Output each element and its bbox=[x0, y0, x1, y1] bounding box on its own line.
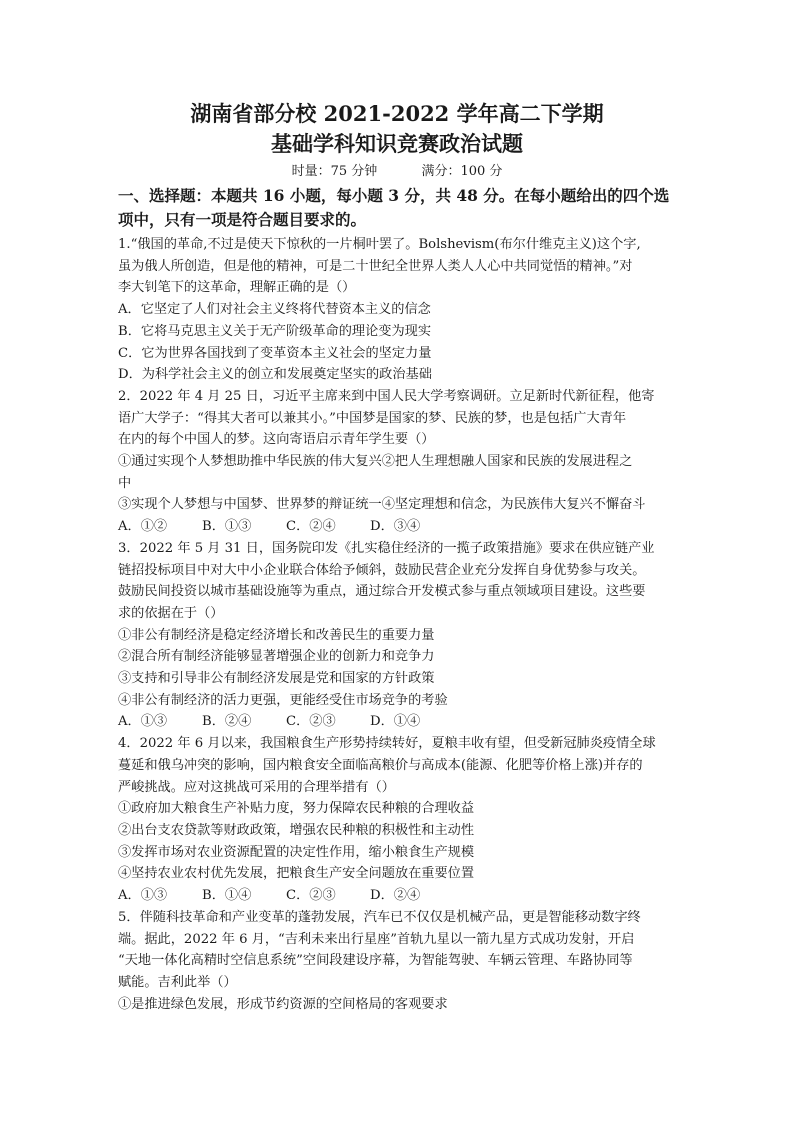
q3-stem-line4: 求的依据在于（） bbox=[118, 605, 224, 621]
q4-option-b: B．①④ bbox=[202, 888, 252, 904]
question-2 bbox=[118, 386, 690, 538]
q1-stem-line2: 虽为俄人所创造，但是他的精神，可是二十世纪全世界人类人人心中共同觉悟的精神。”对 bbox=[118, 258, 633, 274]
section-heading-line2: 项中，只有一项是符合题目要求的。 bbox=[118, 210, 367, 229]
q3-statement-1: ①非公有制经济是稳定经济增长和改善民生的重要力量 bbox=[118, 627, 435, 643]
q4-stem-line1: 4．2022 年 6 月以来，我国粮食生产形势持续转好，夏粮丰收有望，但受新冠肺炎疫情全球 bbox=[118, 736, 656, 752]
q3-stem-line2: 链招投标项目中对大中小企业联合体给予倾斜，鼓励民营企业充分发挥自身优势参与攻关。 bbox=[118, 562, 646, 578]
q3-statement-3: ③支持和引导非公有制经济发展是党和国家的方针政策 bbox=[118, 671, 435, 687]
q5-stem-line2: 端。据此，2022 年 6 月，“吉利未来出行星座”首轨九星以一箭九星方式成功发射，开启 bbox=[118, 931, 635, 947]
question-1 bbox=[118, 234, 690, 386]
time-limit: 时量：75 分钟 bbox=[291, 164, 378, 179]
q4-option-a: A．①③ bbox=[118, 888, 168, 904]
q1-stem-line1: 1.“俄国的革命,不过是使天下惊秋的一片桐叶罢了。Bolshevism(布尔什维克主义)这个字, bbox=[118, 237, 641, 252]
q5-statement-1: ①是推进绿色发展，形成节约资源的空间格局的客观要求 bbox=[118, 996, 448, 1012]
exam-title-line1: 湖南省部分校 2021-2022 学年高二下学期 bbox=[190, 101, 604, 126]
q2-stem-line3: 在内的每个中国人的梦。这向寄语启示青年学生要（） bbox=[118, 432, 435, 448]
q4-options bbox=[118, 885, 690, 907]
q3-stem-line1: 3．2022 年 5 月 31 日，国务院印发《扎实稳住经济的一揽子政策措施》要求在供应链产业 bbox=[118, 540, 655, 556]
q3-option-c: C．②③ bbox=[286, 714, 336, 730]
q1-option-c: C．它为世界各国找到了变革资本主义社会的坚定力量 bbox=[118, 345, 432, 361]
q1-option-d: D．为科学社会主义的创立和发展奠定坚实的政治基础 bbox=[118, 367, 432, 383]
q5-stem-line1: 5．伴随科技革命和产业变革的蓬勃发展，汽车已不仅仅是机械产品，更是智能移动数字终 bbox=[118, 909, 641, 925]
q2-statement-3-4: ③实现个人梦想与中国梦、世界梦的辩证统一④坚定理想和信念，为民族伟大复兴不懈奋斗 bbox=[118, 497, 646, 513]
q2-stem-line1: 2．2022 年 4 月 25 日，习近平主席来到中国人民大学考察调研。立足新时代新征程，他寄 bbox=[118, 388, 655, 404]
section-heading-line1: 一、选择题：本题共 16 小题，每小题 3 分，共 48 分。在每小题给出的四个选 bbox=[118, 186, 670, 205]
q4-statement-2: ②出台支农贷款等财政政策，增强农民种粮的积极性和主动性 bbox=[118, 822, 475, 838]
question-4 bbox=[118, 733, 690, 907]
q3-statement-2: ②混合所有制经济能够显著增强企业的创新力和竞争力 bbox=[118, 649, 435, 665]
q2-option-a: A．①② bbox=[118, 519, 168, 535]
q4-stem-line2: 蔓延和俄乌冲突的影响，国内粮食安全面临高粮价与高成本(能源、化肥等价格上涨)并存的 bbox=[118, 757, 643, 773]
exam-title-line2: 基础学科知识竞赛政治试题 bbox=[271, 131, 523, 156]
q5-stem-line3: “天地一体化高精时空信息系统”空间段建设序幕，为智能驾驶、车辆云管理、车路协同等 bbox=[118, 953, 633, 969]
q3-option-d: D．①④ bbox=[370, 714, 421, 730]
question-5 bbox=[118, 907, 690, 1016]
q4-statement-1: ①政府加大粮食生产补贴力度，努力保障农民种粮的合理收益 bbox=[118, 801, 475, 817]
q2-option-b: B．①③ bbox=[202, 519, 252, 535]
q4-statement-3: ③发挥市场对农业资源配置的决定性作用，缩小粮食生产规模 bbox=[118, 844, 475, 860]
q3-option-a: A．①③ bbox=[118, 714, 168, 730]
section-heading bbox=[118, 184, 690, 232]
question-3 bbox=[118, 538, 690, 733]
q1-option-a: A．它坚定了人们对社会主义终将代替资本主义的信念 bbox=[118, 302, 431, 318]
q3-statement-4: ④非公有制经济的活力更强，更能经受住市场竞争的考验 bbox=[118, 692, 448, 708]
q4-option-c: C．②③ bbox=[286, 888, 336, 904]
q4-statement-4: ④坚持农业农村优先发展，把粮食生产安全问题放在重要位置 bbox=[118, 866, 475, 882]
q4-stem-line3: 严峻挑战。应对这挑战可采用的合理举措有（） bbox=[118, 779, 395, 795]
q2-options bbox=[118, 516, 690, 538]
q2-option-c: C．②④ bbox=[286, 519, 336, 535]
exam-meta bbox=[0, 163, 794, 181]
full-score: 满分：100 分 bbox=[421, 164, 503, 179]
q3-options bbox=[118, 711, 690, 733]
q2-statement-1-2-cont: 中 bbox=[118, 475, 132, 491]
q2-option-d: D．③④ bbox=[370, 519, 421, 535]
q2-statement-1-2: ①通过实现个人梦想助推中华民族的伟大复兴②把人生理想融人国家和民族的发展进程之 bbox=[118, 454, 633, 470]
q5-stem-line4: 赋能。吉利此举（） bbox=[118, 974, 237, 990]
q1-option-b: B．它将马克思主义关于无产阶级革命的理论变为现实 bbox=[118, 323, 432, 339]
q2-stem-line2: 语广大学子：“得其大者可以兼其小。”中国梦是国家的梦、民族的梦，也是包括广大青年 bbox=[118, 410, 627, 426]
q3-option-b: B．②④ bbox=[202, 714, 252, 730]
q4-option-d: D．②④ bbox=[370, 888, 421, 904]
q3-stem-line3: 鼓励民间投资以城市基础设施等为重点，通过综合开发模式参与重点领域项目建设。这些要 bbox=[118, 584, 646, 600]
q1-stem-line3: 李大钊笔下的这革命，理解正确的是（） bbox=[118, 280, 356, 296]
exam-body bbox=[118, 184, 690, 1015]
